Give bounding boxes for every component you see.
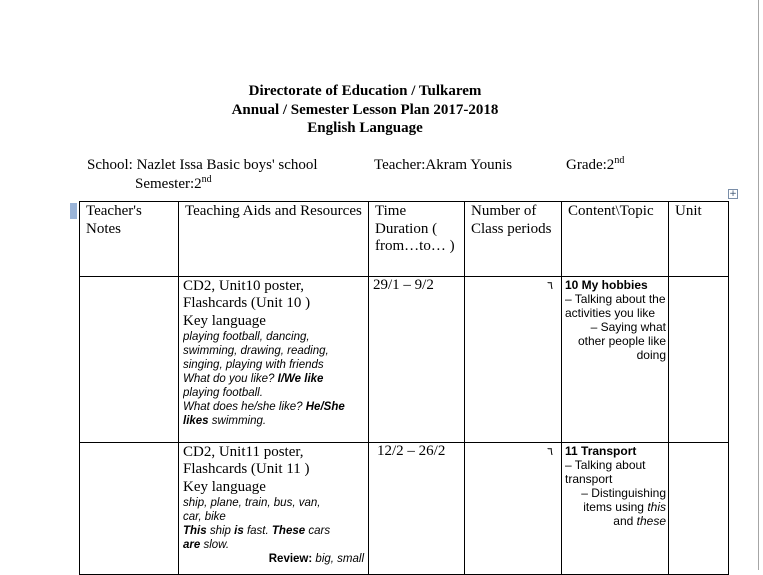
review-label: Review:	[268, 553, 313, 565]
table-row	[80, 443, 729, 575]
answer-1-continuation: playing football.	[183, 387, 263, 399]
topic-point-2-text: – Distinguishing items using	[581, 486, 666, 514]
header-class-periods: Number of Class periods	[465, 202, 562, 277]
time-duration-cell: 29/1 – 9/2	[369, 277, 465, 443]
teacher-label: Teacher:Akram Younis	[374, 157, 513, 173]
time-duration-cell: 12/2 – 26/2	[369, 443, 465, 575]
school-label: School: Nazlet Issa Basic boys' school	[87, 157, 318, 173]
unit-cell	[669, 277, 729, 443]
example-this: This	[183, 525, 207, 537]
grade-text: Grade:2	[566, 157, 615, 173]
example-question-1	[183, 372, 366, 386]
document-title-block	[0, 82, 730, 138]
topic-point-1: – Talking about the activities you like	[565, 292, 666, 320]
directorate-title: Directorate of Education / Tulkarem	[248, 83, 482, 99]
notes-cell	[80, 277, 179, 443]
selection-marker	[70, 203, 77, 219]
topic-word-and: and	[613, 514, 634, 528]
topic-title: 11 Transport	[565, 444, 637, 458]
answer-2-bold: He/She likes	[183, 401, 345, 427]
class-periods-cell: ٦	[465, 443, 562, 575]
topic-point-2	[565, 486, 666, 528]
aids-line-1: CD2, Unit10 poster,	[183, 278, 305, 294]
topic-word-these: these	[636, 514, 666, 528]
lesson-plan-title: Annual / Semester Lesson Plan 2017-2018	[231, 101, 499, 118]
key-language-label: Key language	[183, 313, 266, 329]
review-line	[183, 552, 366, 566]
aids-cell	[179, 277, 369, 443]
header-unit: Unit	[669, 202, 729, 277]
example-word-cars: cars	[308, 525, 331, 537]
example-these: These	[271, 525, 306, 537]
header-time-duration: Time Duration ( from…to… )	[369, 202, 465, 277]
semester-text: Semester:2	[135, 176, 202, 192]
notes-cell	[80, 443, 179, 575]
aids-line-1: CD2, Unit11 poster,	[183, 444, 304, 460]
example-question-2	[183, 400, 366, 428]
aids-cell	[179, 443, 369, 575]
header-teachers-notes: Teacher's Notes	[80, 202, 179, 277]
semester-label	[135, 175, 212, 193]
vocabulary-list: ship, plane, train, bus, van, car, bike	[183, 497, 321, 523]
header-content-topic: Content\Topic	[562, 202, 669, 277]
example-is: is	[234, 525, 244, 537]
example-sentences	[183, 524, 366, 552]
question-2-text: What does he/she like?	[183, 401, 303, 413]
table-header-row	[80, 202, 729, 277]
subject-title: English Language	[307, 120, 423, 136]
grade-label	[566, 156, 624, 174]
example-word-ship: ship	[209, 525, 231, 537]
vocabulary-list: playing football, dancing, swimming, drawing, reading, singing, playing with friends	[183, 331, 329, 371]
content-topic-cell	[562, 277, 669, 443]
answer-2-continuation: swimming.	[211, 415, 267, 427]
answer-1-bold: I/We like	[277, 373, 324, 385]
aids-line-2: Flashcards (Unit 11 )	[183, 461, 310, 477]
example-word-slow: slow.	[203, 539, 230, 551]
example-are: are	[183, 539, 201, 551]
lesson-plan-table	[79, 201, 729, 575]
grade-superscript: nd	[614, 155, 625, 166]
unit-cell	[669, 443, 729, 575]
topic-point-2: – Saying what other people like doing	[577, 320, 666, 362]
page-edge-line	[758, 0, 759, 570]
semester-superscript: nd	[201, 174, 212, 185]
example-word-fast: fast.	[246, 525, 269, 537]
topic-word-this: this	[647, 500, 666, 514]
review-text: big, small	[315, 553, 364, 565]
table-move-handle-icon[interactable]: +	[729, 189, 737, 199]
aids-line-2: Flashcards (Unit 10 )	[183, 295, 311, 311]
key-language-label: Key language	[183, 479, 266, 495]
topic-point-1: – Talking about transport	[565, 458, 646, 486]
table-row	[80, 277, 729, 443]
class-periods-cell: ٦	[465, 277, 562, 443]
header-teaching-aids: Teaching Aids and Resources	[179, 202, 369, 277]
topic-title: 10 My hobbies	[565, 278, 648, 292]
question-1-text: What do you like?	[183, 373, 275, 385]
content-topic-cell	[562, 443, 669, 575]
